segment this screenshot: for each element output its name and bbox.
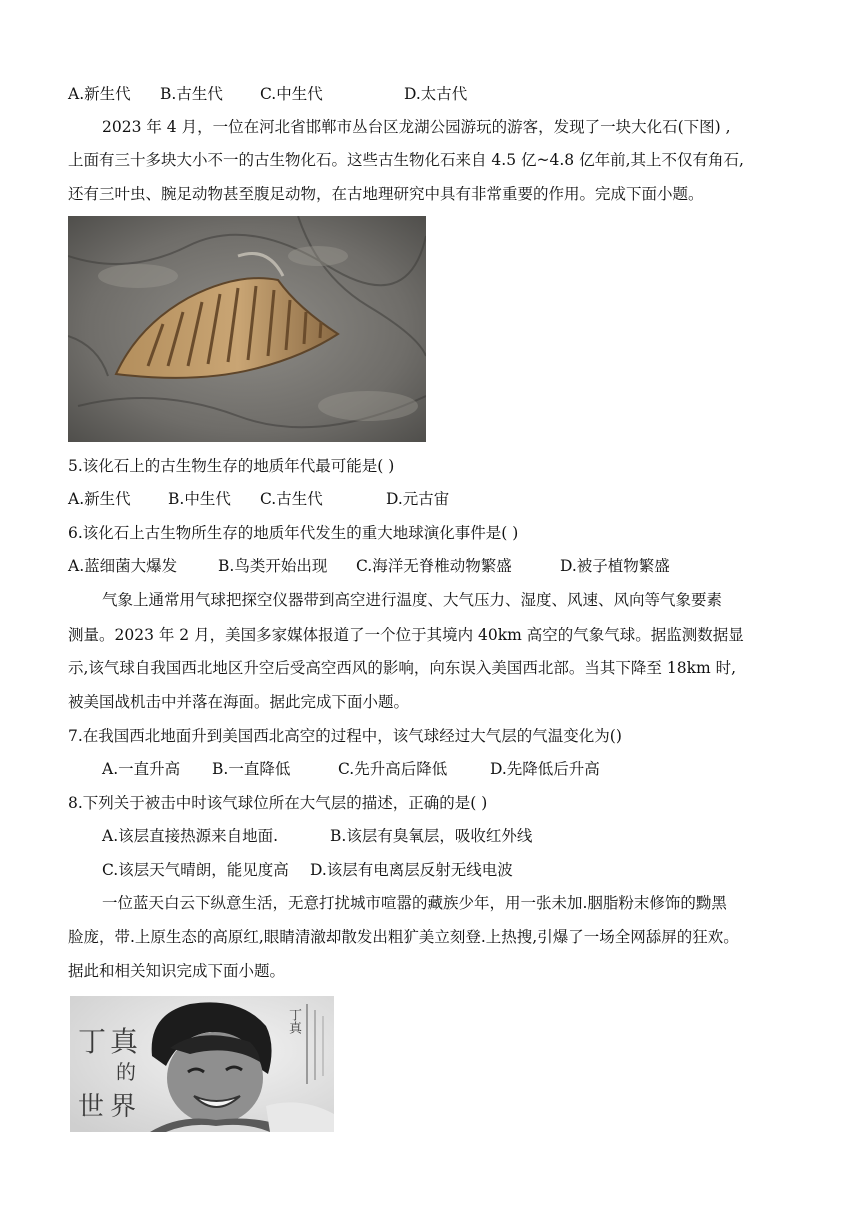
passage1-line-2: 上面有三十多块大小不一的古生物化石。这些古生物化石来自 4.5 亿~4.8 亿年前,其上不仅有角石,	[68, 151, 744, 169]
q8-option-b: B.该层有臭氧层，吸收红外线	[330, 827, 533, 845]
poster-title-char-1: 丁	[78, 1025, 107, 1058]
q4-option-b: B.古生代	[160, 85, 223, 103]
fossil-photo	[68, 216, 426, 442]
q6-stem: 6.该化石上古生物所生存的地质年代发生的重大地球演化事件是( )	[68, 524, 519, 542]
passage2-line-3: 示,该气球自我国西北地区升空后受高空西风的影响，向东误入美国西北部。当其下降至 18km 时,	[68, 659, 737, 677]
passage2-line-2: 测量。2023 年 2 月，美国多家媒体报道了一个位于其境内 40km 高空的气象气球。据监测数据显	[68, 626, 744, 644]
passage1-line-1: 2023 年 4 月，一位在河北省邯郸市丛台区龙湖公园游玩的游客，发现了一块大化石(下图) ,	[102, 118, 731, 136]
poster-title-char-5: 界	[110, 1092, 137, 1122]
ding-zhen-poster	[70, 996, 334, 1132]
q5-option-a: A.新生代	[68, 490, 131, 508]
poster-name: 丁真	[286, 1008, 301, 1034]
q7-option-b: B.一直降低	[212, 760, 291, 778]
q5-option-b: B.中生代	[168, 490, 231, 508]
poster-title-char-2: 真	[110, 1025, 139, 1058]
poster-vertical-caption-lines	[306, 1004, 326, 1094]
q5-stem: 5.该化石上的古生物生存的地质年代最可能是( )	[68, 457, 395, 475]
q8-option-a: A.该层直接热源来自地面.	[102, 827, 279, 845]
passage3-line-3: 据此和相关知识完成下面小题。	[68, 962, 286, 980]
q5-option-c: C.古生代	[260, 490, 323, 508]
q8-stem: 8.下列关于被击中时该气球位所在大气层的描述，正确的是( )	[68, 794, 488, 812]
passage1-line-3: 还有三叶虫、腕足动物甚至腹足动物，在古地理研究中具有非常重要的作用。完成下面小题。	[68, 185, 704, 203]
q6-option-b: B.鸟类开始出现	[218, 557, 328, 575]
q4-option-d: D.太古代	[404, 85, 468, 103]
q4-option-c: C.中生代	[260, 85, 323, 103]
q6-option-a: A.蓝细菌大爆发	[68, 557, 178, 575]
poster-title-char-3: 的	[116, 1060, 136, 1084]
passage3-line-1: 一位蓝天白云下纵意生活，无意打扰城市喧嚣的藏族少年，用一张未加.胭脂粉末修饰的黝黑	[102, 894, 727, 912]
q7-option-d: D.先降低后升高	[490, 760, 600, 778]
q7-stem: 7.在我国西北地面升到美国西北高空的过程中，该气球经过大气层的气温变化为()	[68, 727, 622, 745]
q6-option-d: D.被子植物繁盛	[560, 557, 670, 575]
q7-option-c: C.先升高后降低	[338, 760, 448, 778]
q8-option-d: D.该层有电离层反射无线电波	[310, 861, 513, 879]
q4-option-a: A.新生代	[68, 85, 131, 103]
passage2-line-1: 气象上通常用气球把探空仪器带到高空进行温度、大气压力、湿度、风速、风向等气象要素	[102, 591, 723, 609]
passage3-line-2: 脸庞，带.上原生态的高原红,眼睛清澈却散发出粗犷美立刻登.上热搜,引爆了一场全网舔屏的狂欢。	[68, 928, 739, 946]
poster-title-char-4: 世	[78, 1092, 105, 1122]
passage2-line-4: 被美国战机击中并落在海面。据此完成下面小题。	[68, 693, 410, 711]
q8-option-c: C.该层天气晴朗，能见度高	[102, 861, 289, 879]
q6-option-c: C.海洋无脊椎动物繁盛	[356, 557, 512, 575]
q5-option-d: D.元古宙	[386, 490, 450, 508]
q7-option-a: A.一直升高	[102, 760, 181, 778]
